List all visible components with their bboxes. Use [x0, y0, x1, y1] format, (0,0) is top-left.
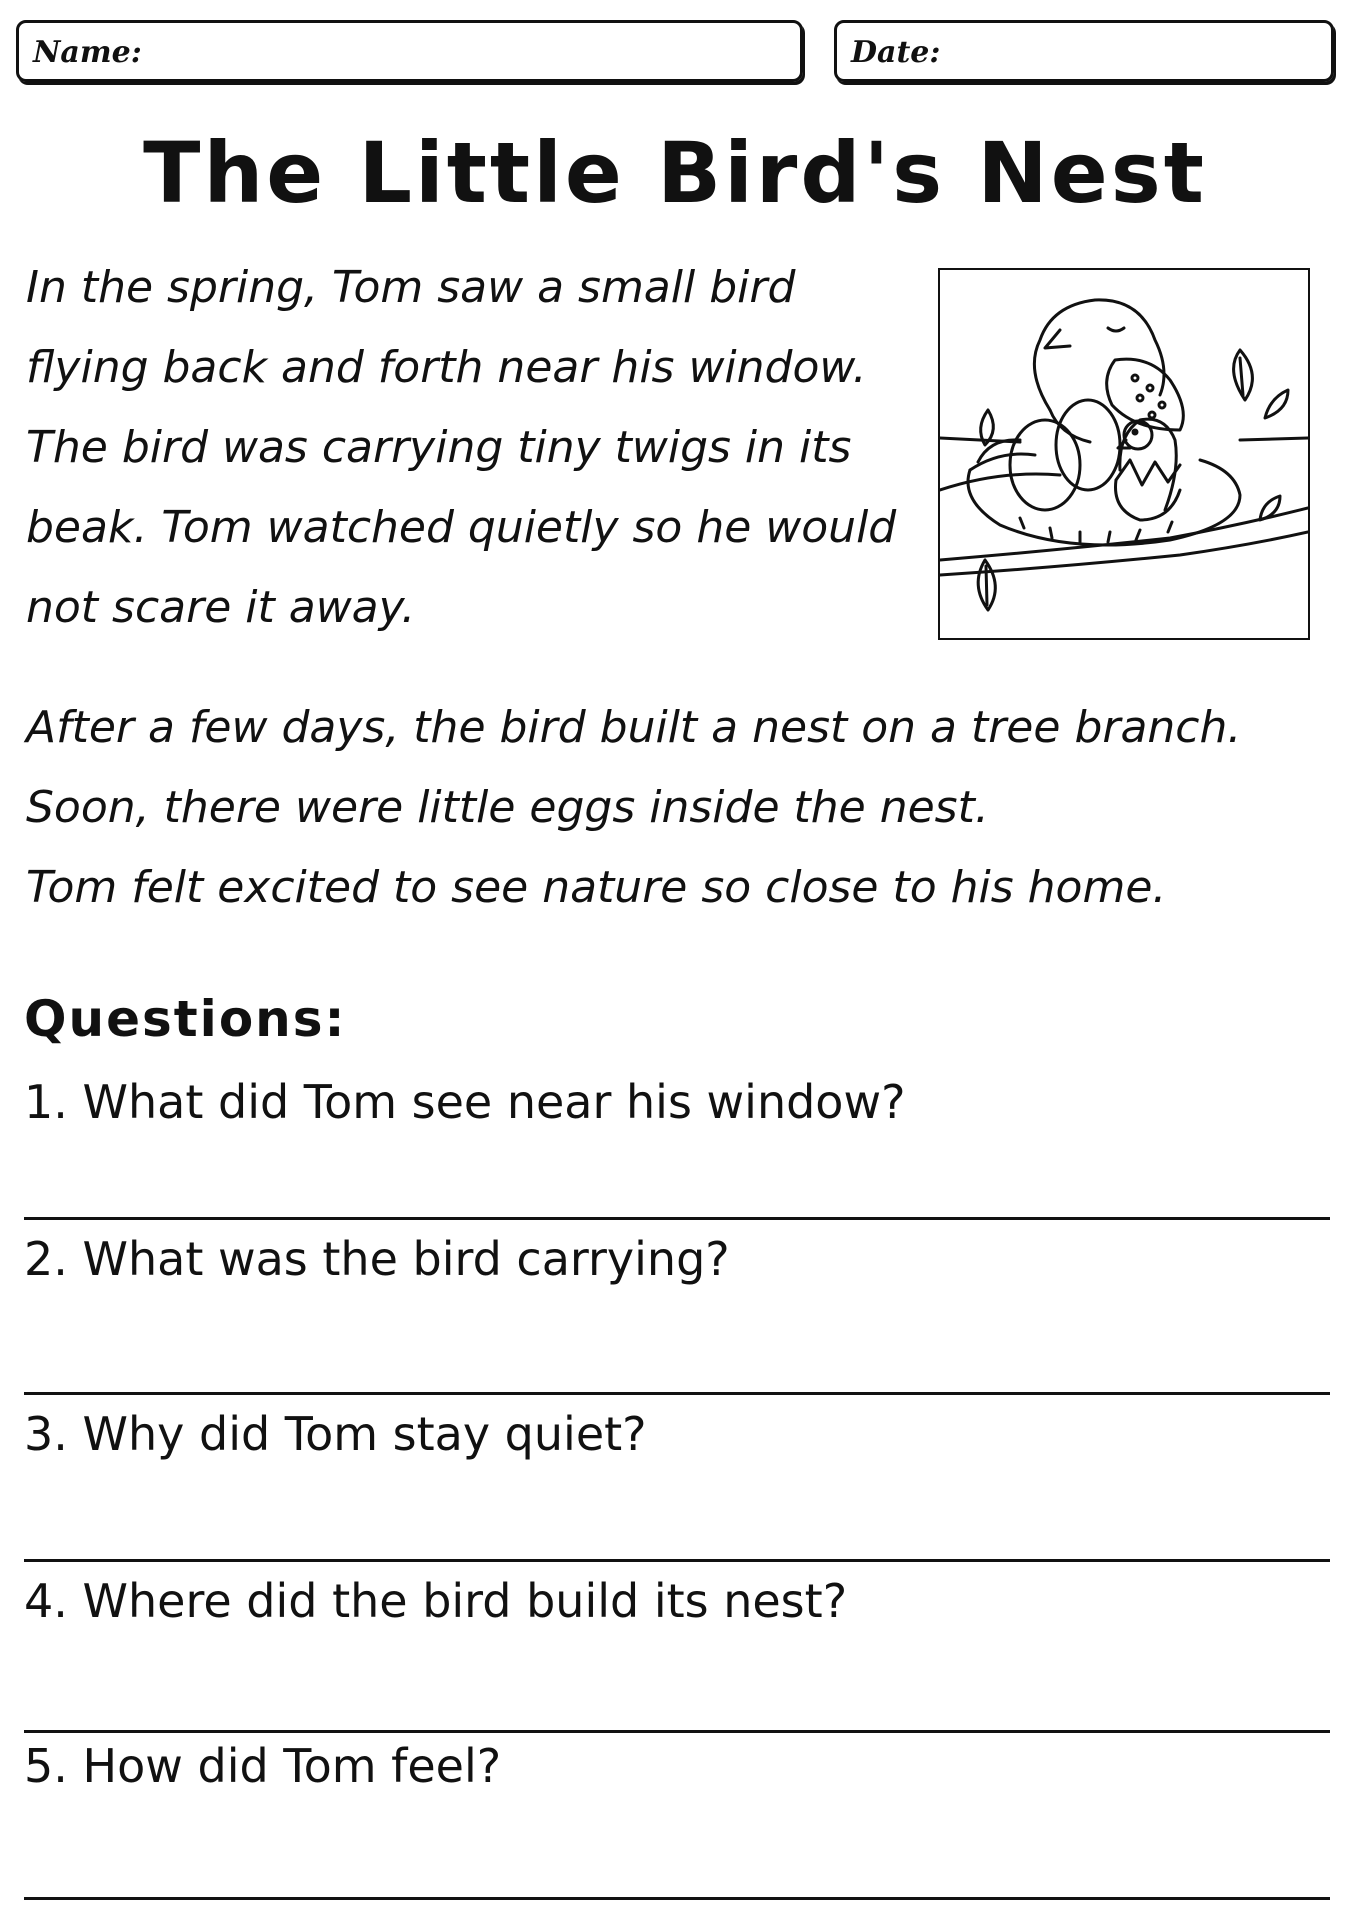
name-label: Name:: [33, 35, 142, 70]
question-5: [24, 1737, 1334, 1795]
story-paragraph-1: [26, 248, 906, 648]
question-text: 5. How did Tom feel?: [24, 1739, 502, 1793]
story-line: Soon, there were little eggs inside the nest.: [26, 782, 989, 833]
answer-line[interactable]: [24, 1392, 1330, 1395]
question-text: 4. Where did the bird build its nest?: [24, 1574, 848, 1628]
story-line: After a few days, the bird built a nest on a tree branch.: [26, 702, 1242, 753]
date-field[interactable]: [834, 20, 1334, 82]
question-text: 3. Why did Tom stay quiet?: [24, 1407, 647, 1461]
answer-line[interactable]: [24, 1559, 1330, 1562]
story-line: Tom felt excited to see nature so close to his home.: [26, 862, 1167, 913]
question-4: [24, 1572, 1334, 1630]
answer-line[interactable]: [24, 1897, 1330, 1900]
bird-nest-illustration: [938, 268, 1310, 640]
story-line: not scare it away.: [26, 582, 416, 633]
story-line: beak. Tom watched quietly so he would: [26, 502, 897, 553]
questions-heading: Questions:: [24, 990, 347, 1048]
story-line: The bird was carrying tiny twigs in its: [26, 422, 852, 473]
date-label: Date:: [851, 35, 941, 70]
story-line: flying back and forth near his window.: [26, 342, 867, 393]
question-3: [24, 1405, 1334, 1463]
answer-line[interactable]: [24, 1730, 1330, 1733]
question-1: [24, 1073, 1334, 1131]
name-field[interactable]: [16, 20, 803, 82]
question-text: 1. What did Tom see near his window?: [24, 1075, 906, 1129]
story-line: In the spring, Tom saw a small bird: [26, 262, 796, 313]
story-paragraph-2: [26, 688, 1326, 928]
question-2: [24, 1230, 1334, 1288]
worksheet-title: The Little Bird's Nest: [143, 124, 1207, 222]
question-text: 2. What was the bird carrying?: [24, 1232, 730, 1286]
answer-line[interactable]: [24, 1217, 1330, 1220]
